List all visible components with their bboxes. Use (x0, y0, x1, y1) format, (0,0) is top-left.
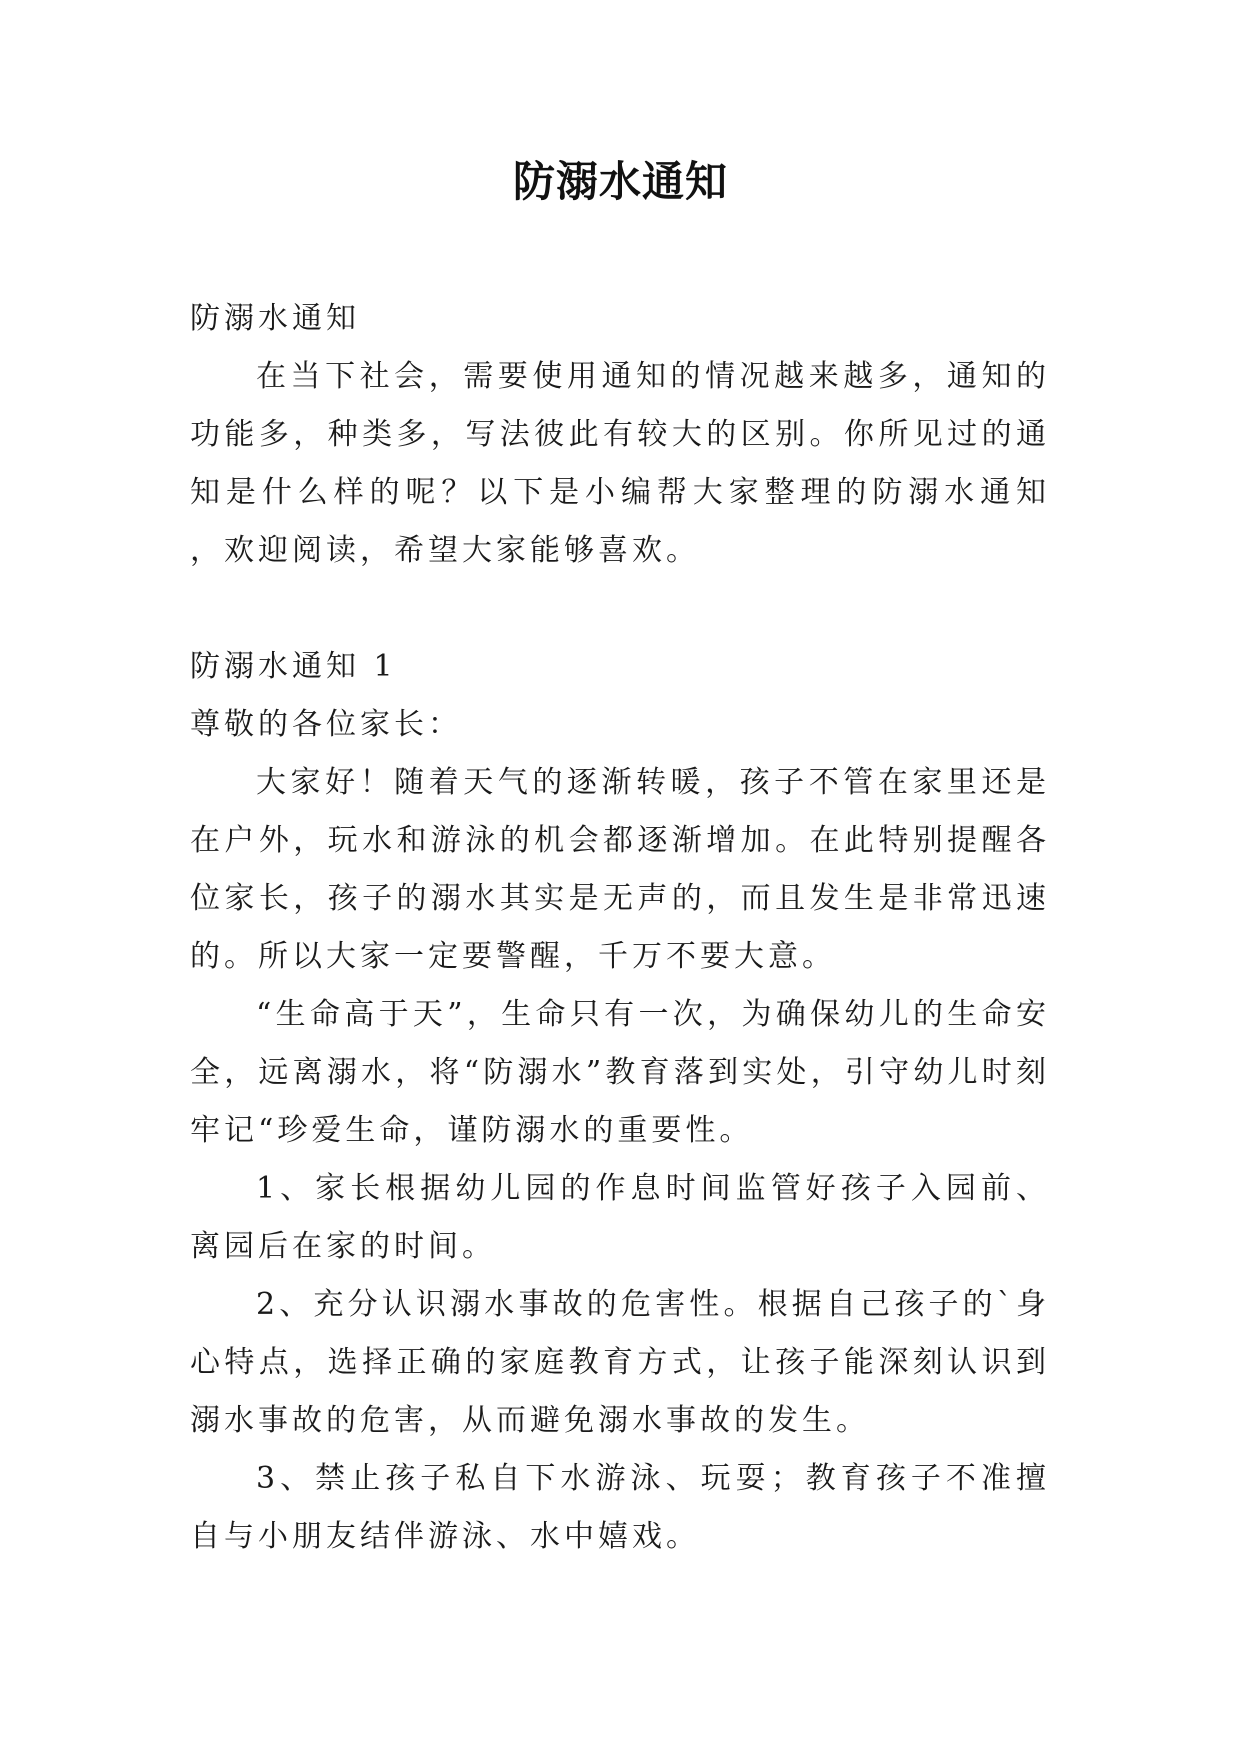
list-item: 3、禁止孩子私自下水游泳、玩耍；教育孩子不准擅自与小朋友结伴游泳、水中嬉戏。 (190, 1461, 1050, 1554)
document-body (190, 290, 1050, 1566)
document-title: 防溺水通知 (512, 157, 728, 206)
intro-paragraph: 在当下社会，需要使用通知的情况越来越多，通知的功能多，种类多，写法彼此有较大的区别。你所见过的通知是什么样的呢？以下是小编帮大家整理的防溺水通知 ，欢迎阅读，希望大家能够喜欢。 (190, 359, 1050, 568)
subheading: 防溺水通知 (190, 301, 360, 336)
body-paragraph: 大家好！随着天气的逐渐转暖，孩子不管在家里还是在户外，玩水和游泳的机会都逐渐增加。在此特别提醒各位家长，孩子的溺水其实是无声的，而且发生是非常迅速的。所以大家一定要警醒，千万不要大意。 (190, 765, 1050, 974)
body-paragraph: “生命高于天”，生命只有一次，为确保幼儿的生命安全，远离溺水，将“防溺水”教育落到实处，引守幼儿时刻牢记“珍爱生命，谨防溺水的重要性。 (190, 997, 1050, 1148)
list-item: 1、家长根据幼儿园的作息时间监管好孩子入园前、离园后在家的时间。 (190, 1171, 1050, 1264)
section-heading: 防溺水通知 1 (190, 649, 397, 684)
section-gap (190, 580, 1050, 638)
list-item: 2、充分认识溺水事故的危害性。根据自己孩子的`身心特点，选择正确的家庭教育方式，让孩子能深刻认识到溺水事故的危害，从而避免溺水事故的发生。 (190, 1287, 1050, 1438)
salutation: 尊敬的各位家长： (190, 707, 462, 742)
